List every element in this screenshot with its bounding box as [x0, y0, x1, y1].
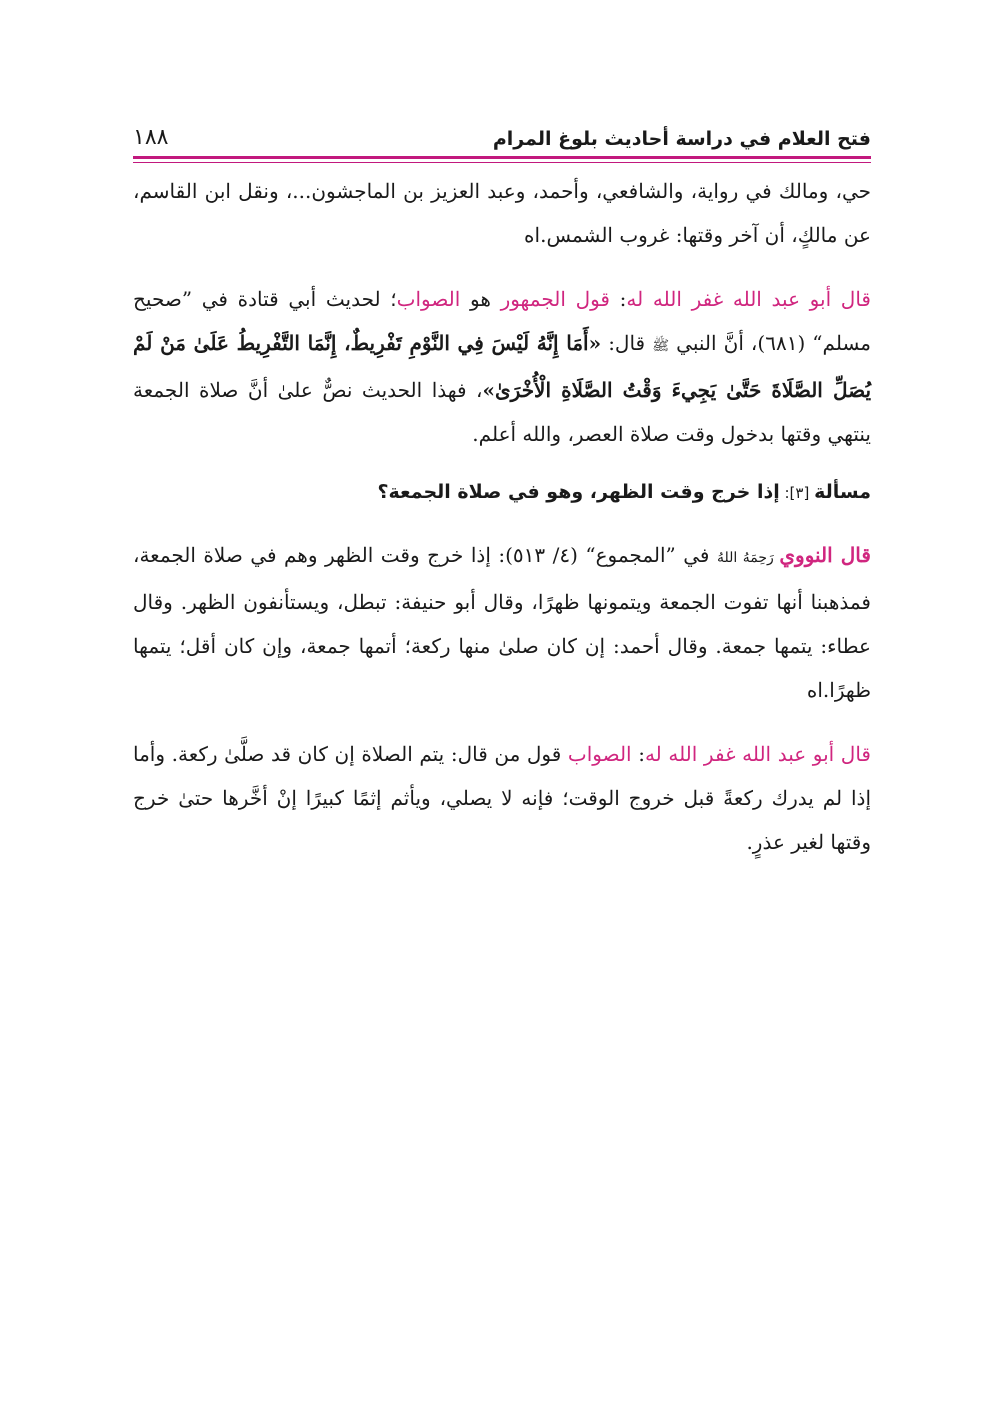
mid-text-3: قال:	[601, 331, 653, 355]
paragraph-4-text: قول من قال: يتم الصلاة إن كان قد صلَّىٰ ركعة. وأما إذا لم يدرك ركعةً قبل خروج الوقت؛ فإنه لا يصلي، ويأثم إثمًا كبيرًا إنْ أخَّرها حتىٰ خرج وقتها لغير عذرٍ.	[133, 742, 871, 854]
sawab-text: الصواب	[396, 287, 461, 311]
paragraph-3	[133, 533, 871, 712]
question-number: [٣]:	[779, 484, 815, 502]
colon-text: :	[610, 287, 627, 311]
jumhur-text: قول الجمهور	[500, 287, 610, 311]
mid-text-2: ؛ لحديث أبي قتادة في ”صحيح مسلم“ (٦٨١)، أنَّ النبي	[133, 287, 872, 355]
running-title: فتح العلام في دراسة أحاديث بلوغ المرام	[492, 128, 871, 150]
honorific-symbol: رَحِمَهُ اللهُ	[716, 550, 780, 566]
book-page	[133, 118, 871, 864]
page-number: ١٨٨	[133, 125, 169, 150]
question-heading	[133, 472, 871, 513]
mid-text-1: هو	[460, 287, 501, 311]
salla-symbol: ﷺ	[652, 338, 670, 354]
scholar-name: قال النووي	[779, 543, 871, 567]
page-header	[133, 118, 871, 150]
question-label: مسألة	[814, 481, 871, 503]
paragraph-1: حي، ومالك في رواية، والشافعي، وأحمد، وعبد العزيز بن الماجشون...، ونقل ابن القاسم، عن مالكٍ، أن آخر وقتها: غروب الشمس.اه	[133, 179, 871, 247]
hadith-quote: «أَمَا إِنَّهُ لَيْسَ فِي النَّوْمِ تَفْرِيطٌ، إِنَّمَا التَّفْرِيطُ عَلَىٰ مَنْ لَمْ يُصَلِّ الصَّلَاةَ حَتَّىٰ يَجِيءَ وَقْتُ الصَّلَاةِ الْأُخْرَىٰ»	[133, 331, 872, 402]
author-attribution-2: قال أبو عبد الله غفر الله له	[644, 742, 871, 766]
author-attribution: قال أبو عبد الله غفر الله له	[626, 287, 871, 311]
header-rule-thick	[133, 156, 871, 159]
paragraph-4	[133, 732, 871, 864]
header-rule-thin	[133, 162, 871, 163]
paragraph-2	[133, 277, 871, 456]
question-text: إذا خرج وقت الظهر، وهو في صلاة الجمعة؟	[377, 481, 780, 503]
paragraph-2-end: ، فهذا الحديث نصٌّ علىٰ أنَّ صلاة الجمعة ينتهي وقتها بدخول وقت صلاة العصر، والله أعلم.	[133, 378, 871, 446]
colon-text-2: :	[631, 742, 645, 766]
sawab-text-2: الصواب	[567, 742, 632, 766]
paragraph-3-text: في ”المجموع“ (٤/ ٥١٣): إذا خرج وقت الظهر وهم في صلاة الجمعة، فمذهبنا أنها تفوت الجمعة ويتمونها ظهرًا، وقال أبو حنيفة: تبطل، ويستأنفون الظهر. وقال عطاء: يتمها جمعة. وقال أحمد: إن كان صلىٰ منها ركعة؛ أتمها جمعة، وإن كان أقل؛ يتمها ظهرًا.اه	[133, 543, 871, 702]
